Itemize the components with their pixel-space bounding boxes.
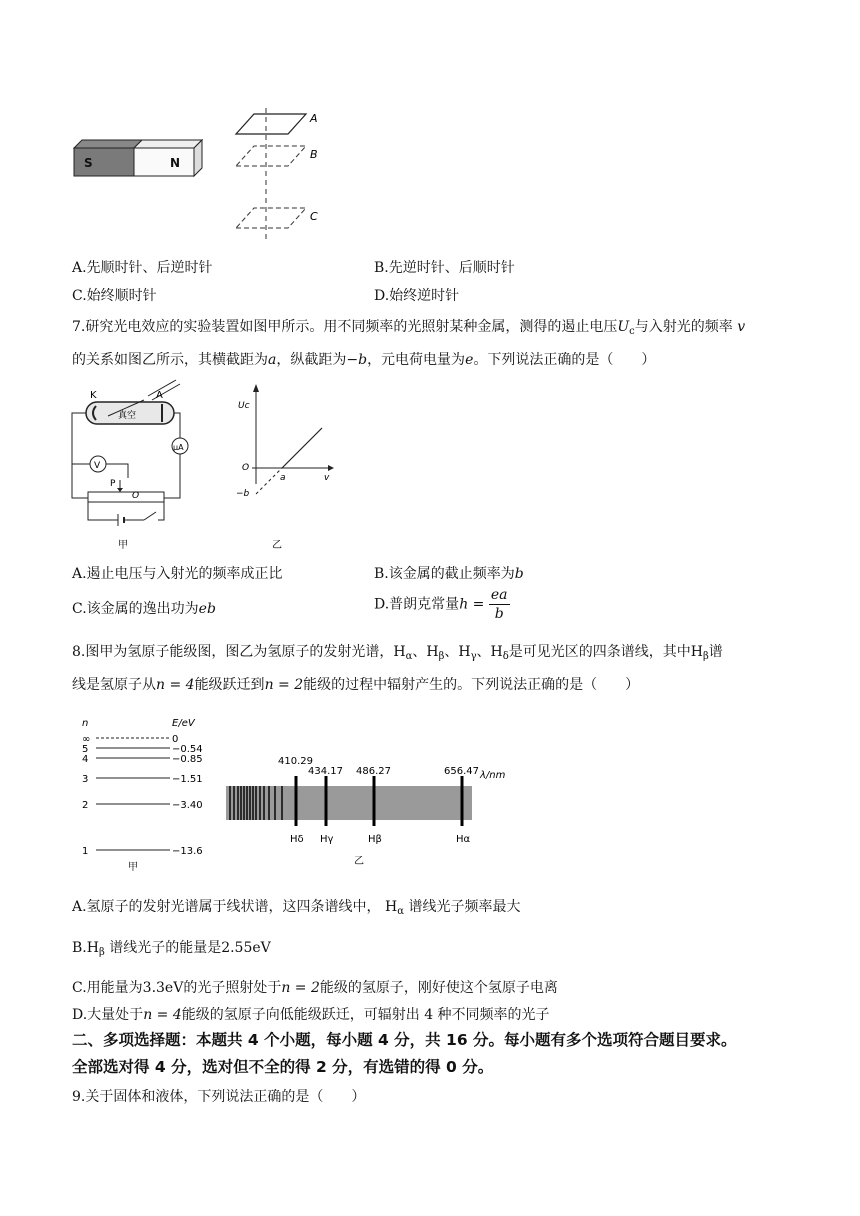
- q7-option-d[interactable]: D.普朗克常量h = $\frac{ea}{b}$: [374, 587, 508, 622]
- q8-option-a[interactable]: A.氢原子的发射光谱属于线状谱，这四条谱线中， $H_\alpha$ 谱线光子频率最大: [72, 899, 521, 917]
- level-n-label: 1: [82, 846, 89, 857]
- neg-b-intercept-label: −b: [236, 489, 250, 499]
- q7-option-a[interactable]: A.遏止电压与入射光的频率成正比: [72, 566, 283, 582]
- vacuum-label: 真空: [118, 411, 137, 421]
- uc-line: [282, 428, 322, 468]
- spectral-line-label: Hδ: [290, 834, 304, 845]
- wavelength-unit: λ/nm: [480, 770, 506, 781]
- microammeter-label: μA: [173, 443, 184, 452]
- energy-header: E/eV: [172, 718, 195, 729]
- origin-label: O: [242, 463, 250, 473]
- cathode-k-label: K: [90, 390, 97, 401]
- q6-option-c[interactable]: C.始终顺时针: [72, 288, 157, 304]
- loop-b: [236, 146, 306, 166]
- q7-option-c[interactable]: C.该金属的逸出功为eb: [72, 601, 216, 617]
- spectral-line-label: Hβ: [368, 834, 382, 845]
- wavelength-label: 486.27: [356, 766, 391, 777]
- level-n-label: 5: [82, 744, 89, 755]
- anode-a-label: A: [156, 390, 163, 401]
- rheostat: [88, 492, 164, 502]
- n-header: n: [82, 718, 89, 729]
- level-n-label: 4: [82, 754, 89, 765]
- fig-jia-caption-q8: 甲: [128, 862, 138, 873]
- q6-option-b[interactable]: B.先逆时针、后顺时针: [374, 260, 515, 276]
- level-n-label: ∞: [82, 734, 91, 745]
- loop-c: [236, 208, 306, 228]
- level-energy-label: −0.85: [172, 754, 203, 765]
- section-2-heading: 二、多项选择题：本题共 4 个小题，每小题 4 分，共 16 分。每小题有多个选项符合题目要求。 全部选对得 4 分，选对但不全的得 2 分，有选错的得 0 分。: [72, 1031, 737, 1076]
- loop-a: [236, 114, 306, 134]
- level-n-label: 3: [82, 774, 89, 785]
- a-intercept-label: a: [280, 473, 286, 483]
- q7-option-b[interactable]: B.该金属的截止频率为b: [374, 566, 524, 582]
- q8-option-c[interactable]: C.用能量为3.3eV的光子照射处于n = 2能级的氢原子，刚好使这个氢原子电离: [72, 980, 558, 996]
- magnet-s-label: S: [84, 156, 93, 170]
- pos-a-label: A: [310, 112, 318, 125]
- q8-stem: 8.图甲为氢原子能级图，图乙为氢原子的发射光谱，$H_\alpha$、$H_\beta$、$H_\gamma$、$H_\delta$是可见光区的四条谱线，其中$H_\beta$谱 线是氢原子从n = 4能级跃迁到n = 2能级的过程中辐射产生的。下列说法正确的是（ ）: [72, 644, 723, 693]
- fig-jia-caption: 甲: [118, 540, 128, 551]
- magnet-s-pole: [74, 148, 134, 176]
- q6-option-d[interactable]: D.始终逆时针: [374, 288, 460, 304]
- pos-b-label: B: [310, 148, 318, 161]
- q6-option-a[interactable]: A.先顺时针、后逆时针: [72, 260, 213, 276]
- q7-circuit-figure: [68, 378, 198, 556]
- spectral-line-label: Hγ: [320, 834, 334, 845]
- pos-c-label: C: [310, 210, 318, 223]
- spectral-line-label: Hα: [456, 834, 471, 845]
- magnet-n-label: N: [170, 156, 181, 170]
- wavelength-label: 656.47: [444, 766, 479, 777]
- voltmeter-label: V: [94, 461, 101, 471]
- fig-yi-caption: 乙: [272, 540, 282, 551]
- q8-spectrum-figure: [222, 748, 552, 868]
- q9-stem: 9.关于固体和液体，下列说法正确的是（ ）: [72, 1089, 366, 1105]
- fig-yi-caption-q8: 乙: [354, 856, 364, 867]
- q8-energy-level-figure: [76, 716, 226, 876]
- magnet-n-pole: [134, 148, 194, 176]
- level-energy-label: −13.6: [172, 846, 203, 857]
- wavelength-label: 434.17: [308, 766, 343, 777]
- uc-axis-label: Uc: [238, 401, 250, 411]
- level-energy-label: −0.54: [172, 744, 203, 755]
- q8-option-b[interactable]: $B.H_\beta$ 谱线光子的能量是2.55eV: [72, 940, 271, 958]
- v-axis-label: v: [324, 473, 330, 483]
- level-energy-label: 0: [172, 734, 179, 745]
- wavelength-label: 410.29: [278, 756, 313, 767]
- q6-magnet-figure: [70, 104, 330, 244]
- midpoint-o-label: O: [132, 491, 140, 501]
- level-energy-label: −3.40: [172, 800, 203, 811]
- q7-graph-figure: [232, 384, 342, 556]
- spectrum-band: [226, 786, 472, 820]
- slider-p-label: P: [110, 479, 116, 489]
- level-n-label: 2: [82, 800, 89, 811]
- level-energy-label: −1.51: [172, 774, 203, 785]
- q8-option-d[interactable]: D.大量处于n = 4能级的氢原子向低能级跃迁，可辐射出 4 种不同频率的光子: [72, 1007, 550, 1023]
- q7-stem: 7.研究光电效应的实验装置如图甲所示。用不同频率的光照射某种金属，测得的遏止电压$U_c$与入射光的频率 v 的关系如图乙所示，其横截距为a，纵截距为−b，元电荷电量为e。下列说法正确的是（ ）: [72, 319, 746, 368]
